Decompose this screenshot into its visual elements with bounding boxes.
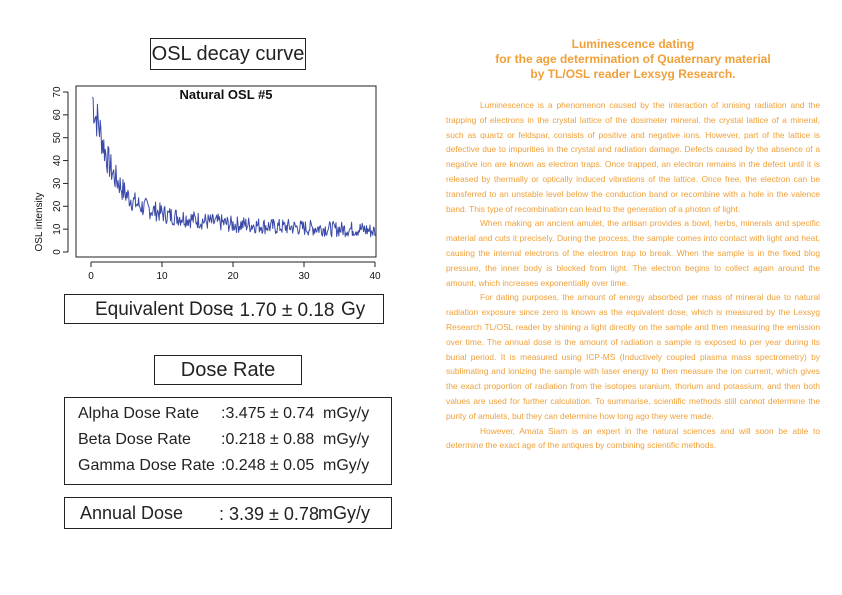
y-tick-label: 40 [52,155,63,167]
article-title [446,37,820,82]
beta-dose-rate-label: Beta Dose Rate [78,431,191,448]
y-tick-label: 70 [52,86,63,98]
article-title-line: by TL/OSL reader Lexsyg Research. [530,67,736,81]
dose-rate-title: Dose Rate [154,355,302,385]
gamma-dose-rate-unit: mGy/y [323,457,370,474]
article-paragraph: However, Amata Siam is an expert in the natural sciences and will soon be able to determine the exact age of the antiques by combining scientific methods. [446,425,820,451]
article-title-line: Luminescence dating [571,37,695,51]
annual-dose-value: : 3.39 ± 0.78 [219,504,319,524]
x-tick-label: 30 [298,271,310,282]
alpha-dose-rate-unit: mGy/y [323,405,370,422]
osl-series-line [92,97,375,237]
x-tick-label: 10 [156,271,168,282]
gamma-dose-rate-value: :0.248 ± 0.05 [221,457,315,474]
y-tick-label: 0 [52,249,63,255]
equivalent-dose-value: : 1.70 ± 0.18 [229,300,335,321]
y-axis-label: OSL intensity [34,192,45,252]
x-tick-label: 40 [369,271,381,282]
y-tick-label: 50 [52,132,63,144]
alpha-dose-rate-value: :3.475 ± 0.74 [221,405,315,422]
article-paragraph: For dating purposes, the amount of energy absorbed per mass of mineral due to natural radiation exposure since zero is known as the equivalent dose, which is measured by the Lexsyg Research TL/OSL reader by shining a light directly on the sample and then measuring the emission over time. The annual dose is the amount of radiation a sample is exposed to per year during its burial period. It is measured using ICP-MS (Inductively coupled plasma mass spectrometry) by sublimating and ionizing the sample with laser energy to then measure the ion current, which gives the exact proportion of radiation from the isotopes uranium, thorium and potassium, and then both values are used for further calculation. To summarise, scientific methods still cannot determine the purity of amulets, but they can determine how long ago they were made. [446,292,820,421]
y-tick-label: 60 [52,109,63,121]
annual-dose-unit: mGy/y [318,503,370,523]
equivalent-dose-box [64,294,384,324]
y-tick-label: 30 [52,177,63,189]
y-tick-label: 10 [52,223,63,235]
equivalent-dose-unit: Gy [341,299,366,320]
alpha-dose-rate-label: Alpha Dose Rate [78,405,199,422]
equivalent-dose-label: Equivalent Dose [95,299,234,320]
article-body [446,98,820,453]
x-tick-label: 20 [227,271,239,282]
x-tick-label: 0 [88,271,94,282]
gamma-dose-rate-label: Gamma Dose Rate [78,457,215,474]
plot-title: Natural OSL #5 [179,87,273,102]
beta-dose-rate-unit: mGy/y [323,431,370,448]
article-paragraph: Luminescence is a phenomenon caused by the interaction of ionising radiation and the trapping of electrons in the crystal lattice of the dosimeter mineral. the crystal lattice of a mineral, such as quartz or feldspar, consists of positive and negative ions. However, part of the lattice is defective due to impurities in the crystal and radiation damage. Defects caused by the absence of a negative ion are known as electron traps. Once trapped, an electron remains in the defect until it is released by thermally or optically induced vibrations of the lattice. Once free, the electron can be transferred to an unstable level below the conduction band or recombine with a hole in the valence band. This type of recombination can lead to the generation of a photon of light. [446,100,820,214]
osl-chart [28,80,388,285]
osl-decay-curve-title: OSL decay curve [150,38,306,70]
annual-dose-box [64,497,392,529]
dose-rates-box [64,397,392,485]
beta-dose-rate-value: :0.218 ± 0.88 [221,431,315,448]
article-title-line: for the age determination of Quaternary material [495,52,771,66]
y-tick-label: 20 [52,200,63,212]
annual-dose-label: Annual Dose [80,503,184,523]
article-paragraph: When making an ancient amulet, the artisan provides a bowl, herbs, minerals and specific material and cuts it precisely. During the process, the sample comes into contact with light and heat, causing the internal electrons of the electron trap to break. When the sample is in the fixed blog pressure, the inner body is blocked from light. The electron begins to collect again around the amount, which increases exponentially over time. [446,218,820,288]
